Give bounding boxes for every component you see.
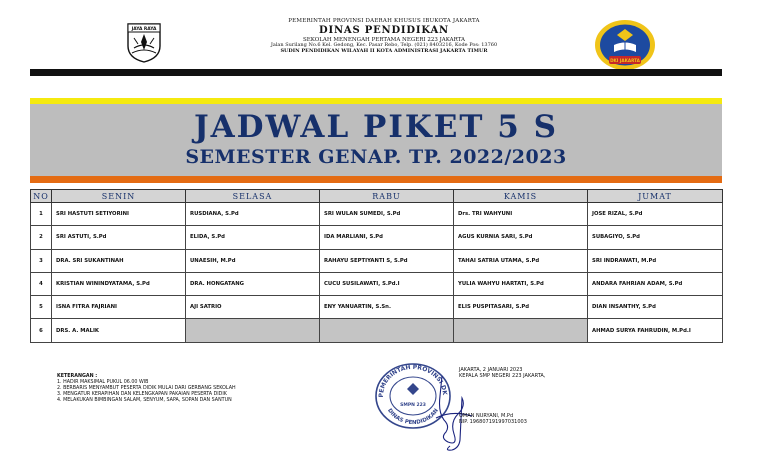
cell-rabu: IDA MARLIANI, S.Pd: [320, 226, 454, 249]
emblem-label: DKI JAKARTA: [610, 58, 640, 63]
cell-jumat: AHMAD SURYA FAHRUDIN, M.Pd.I: [588, 319, 723, 342]
cell-rabu: SRI WULAN SUMEDI, S.Pd: [320, 203, 454, 226]
cell-selasa: UNAESIH, M.Pd: [186, 249, 320, 272]
row-number: 2: [31, 226, 52, 249]
banner-bottom-band: [30, 176, 722, 183]
cell-selasa: RUSDIANA, S.Pd: [186, 203, 320, 226]
signer-nip: NIP. 196807191997031003: [459, 418, 527, 425]
government-name: PEMERINTAH PROVINSI DAERAH KHUSUS IBUKOTA JAKARTA: [288, 18, 480, 24]
cell-rabu: CUCU SUSILAWATI, S.Pd.I: [320, 272, 454, 295]
cell-senin: DRA. SRI SUKANTINAH: [52, 249, 186, 272]
cell-senin: KRISTIAN WININDYATAMA, S.Pd: [52, 272, 186, 295]
header-kamis: KAMIS: [454, 190, 588, 203]
stamp-top-text: PEMERINTAH PROVINSI DK: [377, 363, 449, 398]
page-subtitle: SEMESTER GENAP. TP. 2022/2023: [185, 145, 567, 168]
row-number: 1: [31, 203, 52, 226]
row-number: 4: [31, 272, 52, 295]
cell-senin: SRI ASTUTI, S.Pd: [52, 226, 186, 249]
cell-senin: DRS. A. MALIK: [52, 319, 186, 342]
cell-selasa: AJI SATRIO: [186, 296, 320, 319]
cell-kamis-empty: [454, 319, 588, 342]
page-title: JADWAL PIKET 5 S: [193, 109, 559, 145]
letterhead: [230, 18, 538, 54]
table-row: [31, 296, 723, 319]
school-address: Jalan Surilang No.6 Kel. Gedong, Kec. Pasar Rebo, Telp. (021) 8403216, Kode Pos: 13760: [270, 42, 498, 49]
school-name: SEKOLAH MENENGAH PERTAMA NEGERI 223 JAKARTA: [302, 37, 466, 44]
letterhead-divider: [30, 69, 722, 76]
note-item: 2. BERBARIS MENYAMBUT PESERTA DIDIK MULAI DARI GERBANG SEKOLAH: [57, 385, 236, 391]
cell-jumat: ANDARA FAHRIAN ADAM, S.Pd: [588, 272, 723, 295]
cell-selasa: DRA. HONGATANG: [186, 272, 320, 295]
signature-place-date: JAKARTA, 2 JANUARI 2023: [459, 367, 523, 373]
cell-rabu: ENY YANUARTIN, S.Sn.: [320, 296, 454, 319]
jaya-raya-crest-logo: [122, 20, 166, 64]
sudin-line: SUDIN PENDIDIKAN WILAYAH II KOTA ADMINISTRASI JAKARTA TIMUR: [280, 47, 488, 54]
notes-block: [57, 374, 236, 404]
cell-senin: ISNA FITRA FAJRIANI: [52, 296, 186, 319]
office-name: DINAS PENDIDIKAN: [319, 25, 449, 37]
signer-position: KEPALA SMP NEGERI 223 JAKARTA,: [459, 373, 546, 380]
cell-kamis: Drs. TRI WAHYUNI: [454, 203, 588, 226]
header-jumat: JUMAT: [588, 190, 723, 203]
cell-selasa: ELIDA, S.Pd: [186, 226, 320, 249]
cell-rabu: RAHAYU SEPTIYANTI S, S.Pd: [320, 249, 454, 272]
cell-kamis: YULIA WAHYU HARTATI, S.Pd: [454, 272, 588, 295]
cell-kamis: AGUS KURNIA SARI, S.Pd: [454, 226, 588, 249]
cell-jumat: DIAN INSANTHY, S.Pd: [588, 296, 723, 319]
header-selasa: SELASA: [186, 190, 320, 203]
header-senin: SENIN: [52, 190, 186, 203]
duty-schedule-table: [30, 189, 723, 343]
cell-jumat: SRI INDRAWATI, M.Pd: [588, 249, 723, 272]
note-item: 4. MELAKUKAN BIMBINGAN SALAM, SENYUM, SAPA, SOPAN DAN SANTUN: [57, 397, 232, 403]
cell-rabu-empty: [320, 319, 454, 342]
cell-senin: SRI HASTUTI SETIYORINI: [52, 203, 186, 226]
cell-jumat: SUBAGIYO, S.Pd: [588, 226, 723, 249]
note-item: 3. MENGATUR KERAPIHAN DAN KELENGKAPAN PAKAIAN PESERTA DIDIK: [57, 391, 227, 397]
crest-motto: JAYA RAYA: [131, 27, 157, 32]
title-banner: [30, 104, 722, 176]
header-no: NO: [31, 190, 52, 203]
table-row: [31, 319, 723, 342]
row-number: 5: [31, 296, 52, 319]
dinas-pendidikan-emblem-logo: [593, 18, 657, 72]
row-number: 3: [31, 249, 52, 272]
cell-kamis: TAHAI SATRIA UTAMA, S.Pd: [454, 249, 588, 272]
table-row: [31, 249, 723, 272]
table-row: [31, 226, 723, 249]
notes-heading: KETERANGAN :: [57, 374, 98, 379]
table-row: [31, 203, 723, 226]
table-header-row: [31, 190, 723, 203]
cell-selasa-empty: [186, 319, 320, 342]
header-rabu: RABU: [320, 190, 454, 203]
signer-name: OMAN NURYANI, M.Pd: [459, 412, 514, 419]
signature-block: [459, 367, 545, 425]
stamp-center-text: SMPN 223: [400, 403, 426, 408]
row-number: 6: [31, 319, 52, 342]
table-row: [31, 272, 723, 295]
note-item: 1. HADIR MAKSIMAL PUKUL 06.00 WIB: [57, 379, 149, 385]
stamp-bottom-text: DINAS PENDIDIKAN: [386, 407, 440, 427]
cell-jumat: JOSE RIZAL, S.Pd: [588, 203, 723, 226]
cell-kamis: ELIS PUSPITASARI, S.Pd: [454, 296, 588, 319]
